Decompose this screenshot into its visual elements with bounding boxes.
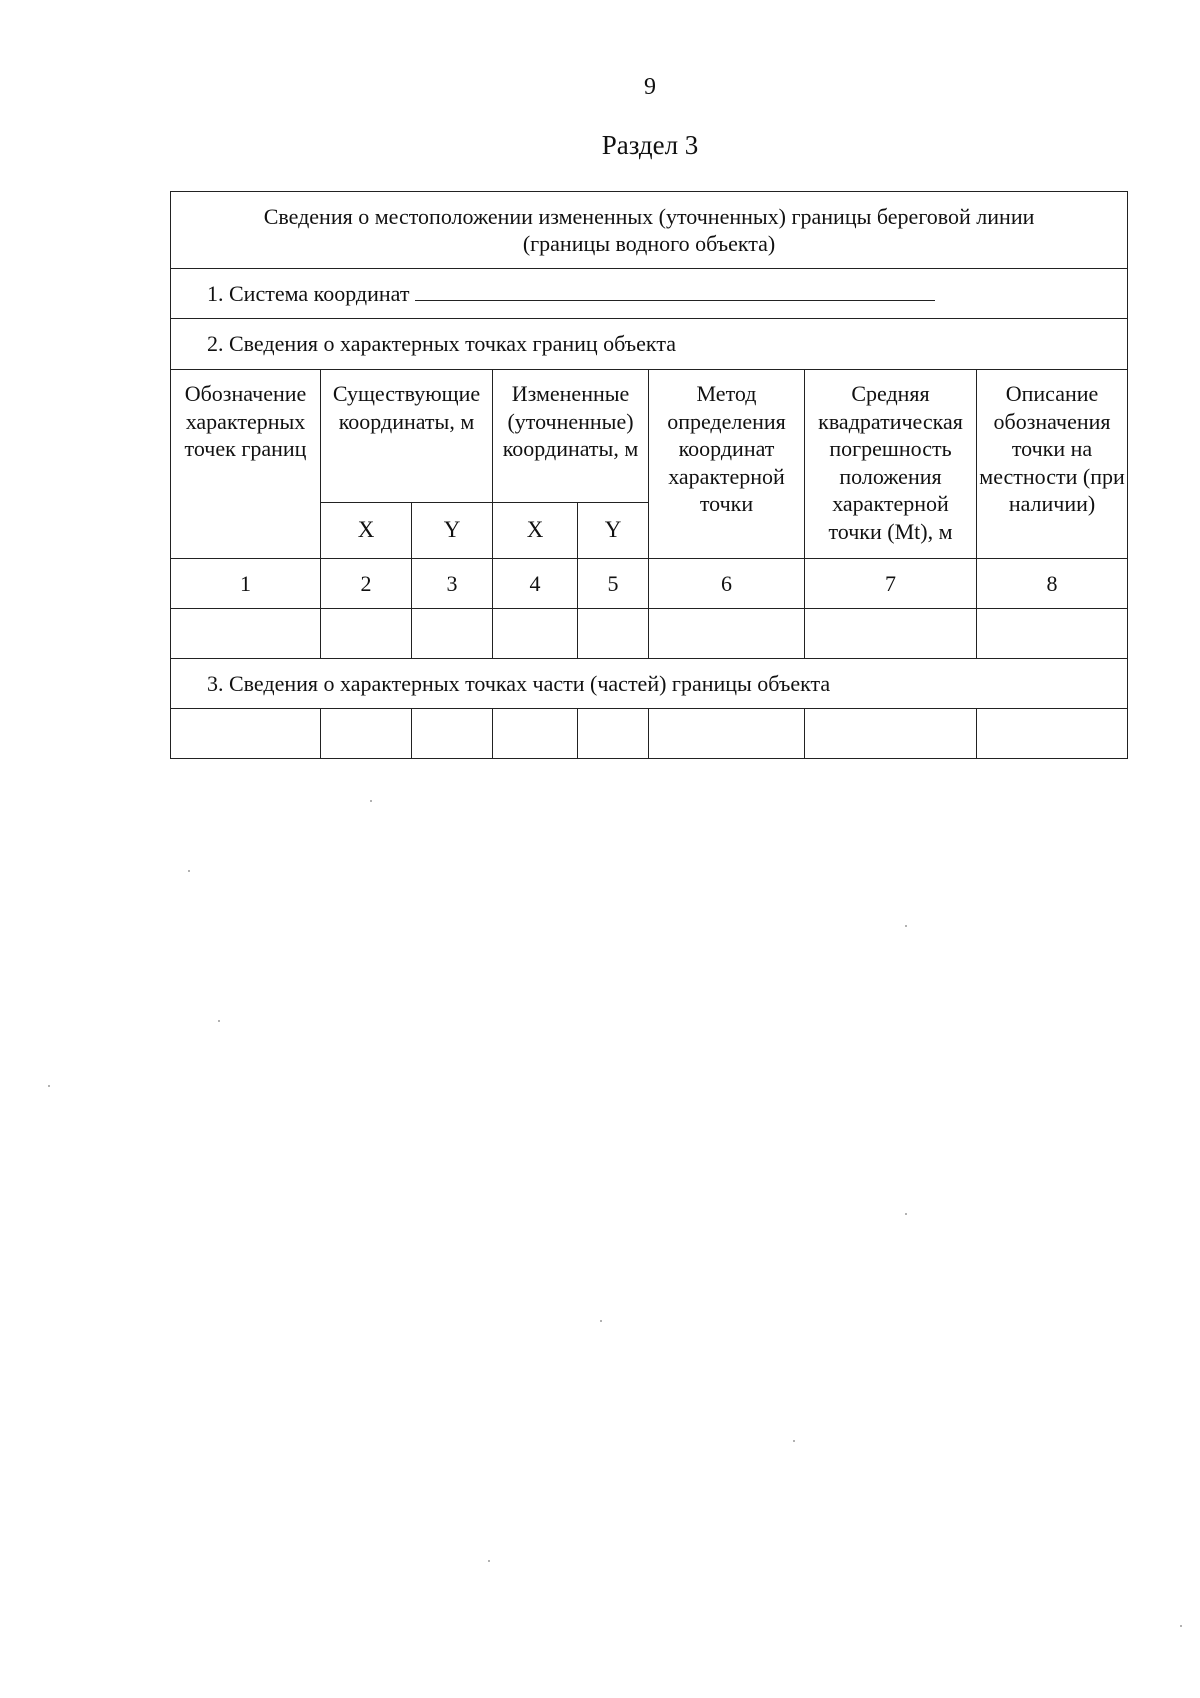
scan-speck <box>488 1560 490 1562</box>
header-changed-coords: Измененные (уточненные) координаты, м <box>493 370 649 503</box>
empty-cell[interactable] <box>493 609 578 659</box>
table-title-line1: Сведения о местоположении измененных (уточненных) границы береговой линии <box>263 203 1035 229</box>
page-number: 9 <box>644 74 656 100</box>
scan-speck <box>218 1020 220 1022</box>
points-section-row <box>171 319 1128 370</box>
scan-speck <box>188 870 190 872</box>
points-section-label: 2. Сведения о характерных точках границ объекта <box>207 331 676 357</box>
empty-cell[interactable] <box>321 709 412 759</box>
empty-cell[interactable] <box>412 709 493 759</box>
scan-speck <box>905 1213 907 1215</box>
header-point-designation: Обозначение характерных точек границ <box>171 370 321 559</box>
coord-system-blank-field[interactable] <box>415 282 935 301</box>
header-existing-y: Y <box>412 503 493 559</box>
part-points-section-row <box>171 659 1128 709</box>
scan-speck <box>48 1085 50 1087</box>
header-changed-y: Y <box>578 503 649 559</box>
section-title: Раздел 3 <box>601 130 699 160</box>
part-points-section-label: 3. Сведения о характерных точках части (частей) границы объекта <box>207 670 831 696</box>
column-number: 3 <box>412 559 493 609</box>
table-row <box>171 709 1128 759</box>
scan-speck <box>600 1320 602 1322</box>
scan-speck <box>793 1440 795 1442</box>
boundary-points-table <box>170 191 1128 759</box>
column-number: 5 <box>578 559 649 609</box>
empty-cell[interactable] <box>805 709 977 759</box>
header-existing-coords: Существующие координаты, м <box>321 370 493 503</box>
column-number: 7 <box>805 559 977 609</box>
empty-cell[interactable] <box>493 709 578 759</box>
empty-cell[interactable] <box>171 609 321 659</box>
header-accuracy: Средняя квадратическая погрешность положения характерной точки (Mt), м <box>805 370 977 559</box>
empty-cell[interactable] <box>649 709 805 759</box>
table-row <box>171 609 1128 659</box>
column-number: 2 <box>321 559 412 609</box>
coord-system-label: 1. Система координат <box>207 280 410 306</box>
header-changed-x: X <box>493 503 578 559</box>
column-number: 4 <box>493 559 578 609</box>
empty-cell[interactable] <box>649 609 805 659</box>
header-existing-x: X <box>321 503 412 559</box>
table-title-line2: (границы водного объекта) <box>522 231 776 256</box>
header-method: Метод определения координат характерной точки <box>649 370 805 559</box>
scan-speck <box>1180 1625 1182 1627</box>
table-title-cell <box>171 192 1128 269</box>
empty-cell[interactable] <box>171 709 321 759</box>
empty-cell[interactable] <box>321 609 412 659</box>
column-number-row <box>171 559 1128 609</box>
empty-cell[interactable] <box>578 609 649 659</box>
scan-speck <box>370 800 372 802</box>
empty-cell[interactable] <box>805 609 977 659</box>
column-number: 6 <box>649 559 805 609</box>
scan-speck <box>905 925 907 927</box>
empty-cell[interactable] <box>977 709 1128 759</box>
coord-system-row <box>171 269 1128 319</box>
empty-cell[interactable] <box>412 609 493 659</box>
column-number: 8 <box>977 559 1128 609</box>
empty-cell[interactable] <box>977 609 1128 659</box>
column-number: 1 <box>171 559 321 609</box>
header-description: Описание обозначения точки на местности (при наличии) <box>977 370 1128 559</box>
empty-cell[interactable] <box>578 709 649 759</box>
